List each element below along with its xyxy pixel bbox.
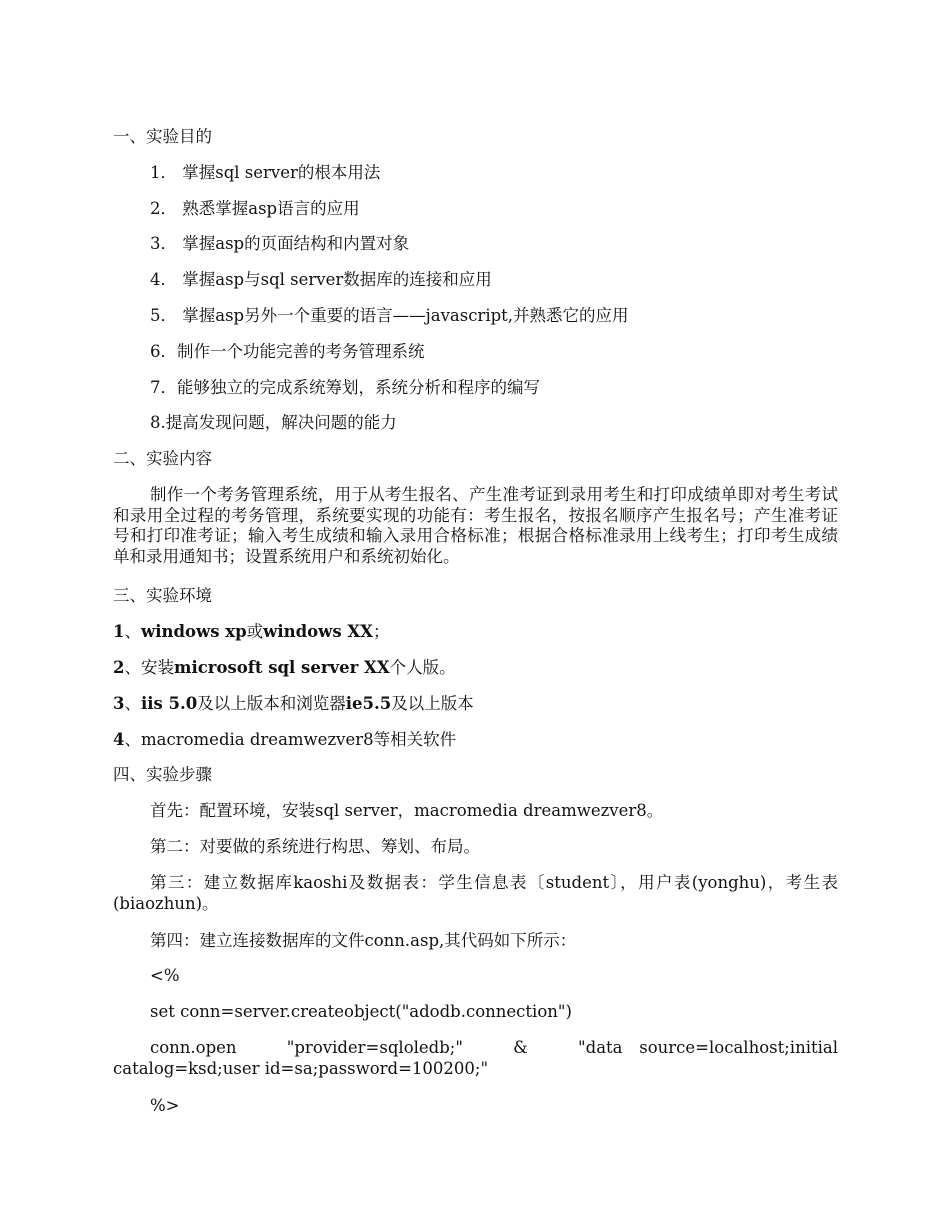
section-heading-purpose: 一、实验目的 <box>113 127 212 146</box>
step-2: 第二：对要做的系统进行构思、筹划、布局。 <box>150 837 480 856</box>
env-item-separator: 、 <box>124 694 141 713</box>
step-3: 第三：建立数据库kaoshi及数据表：学生信息表〔student〕，用户表(yonghu)，考生表(biaozhun)。 <box>113 873 838 913</box>
code-line-close-tag: %> <box>150 1096 180 1115</box>
env-connector: 或 <box>246 622 264 641</box>
env-item-2 <box>113 658 456 678</box>
env-iis: iis 5.0 <box>140 694 198 713</box>
env-item-number: 2 <box>113 658 125 677</box>
section-heading-environment: 三、实验环境 <box>113 586 212 605</box>
env-item-number: 1 <box>113 622 125 641</box>
step-4: 第四：建立连接数据库的文件conn.asp,其代码如下所示： <box>150 931 577 950</box>
purpose-item-1: 1． 掌握sql server的根本用法 <box>150 163 381 182</box>
env-os-xx: windows XX <box>263 622 373 641</box>
section-heading-steps: 四、实验步骤 <box>113 765 212 784</box>
env-item-separator: 、 <box>124 730 141 749</box>
env-item-number: 4 <box>113 730 125 749</box>
env-item-4 <box>113 730 456 750</box>
purpose-item-6: 6．制作一个功能完善的考务管理系统 <box>150 342 425 361</box>
env-connector: 及以上版本和浏览器 <box>197 694 346 713</box>
env-item-separator: 、 <box>124 658 141 677</box>
env-sql-server: microsoft sql server XX <box>173 658 390 677</box>
step-1: 首先：配置环境，安装sql server，macromedia dreamwezver8。 <box>150 801 664 820</box>
purpose-item-5: 5． 掌握asp另外一个重要的语言——javascript,并熟悉它的应用 <box>150 306 629 325</box>
purpose-item-2: 2． 熟悉掌握asp语言的应用 <box>150 199 360 218</box>
env-prefix: 安装 <box>140 658 174 677</box>
purpose-item-8: 8.提高发现问题，解决问题的能力 <box>150 413 397 432</box>
purpose-item-3: 3． 掌握asp的页面结构和内置对象 <box>150 234 410 253</box>
purpose-item-7: 7．能够独立的完成系统筹划，系统分析和程序的编写 <box>150 378 540 397</box>
env-os-xp: windows xp <box>140 622 247 641</box>
env-item-3 <box>113 694 474 714</box>
section-heading-content: 二、实验内容 <box>113 449 212 468</box>
env-item-number: 3 <box>113 694 125 713</box>
purpose-item-4: 4． 掌握asp与sql server数据库的连接和应用 <box>150 270 492 289</box>
content-paragraph: 制作一个考务管理系统，用于从考生报名、产生准考证到录用考生和打印成绩单即对考生考试和录用全过程的考务管理，系统要实现的功能有：考生报名，按报名顺序产生报名号；产生准考证号和打印准考证；输入考生成绩和输入录用合格标准；根据合格标准录用上线考生；打印考生成绩单和录用通知书；设置系统用户和系统初始化。 <box>113 485 838 566</box>
env-item-separator: 、 <box>124 622 141 641</box>
code-line-open-tag: <% <box>150 966 180 985</box>
env-ending: 及以上版本 <box>391 694 474 713</box>
env-item-1 <box>113 622 389 642</box>
env-ending: ； <box>372 622 390 641</box>
env-dreamweaver: macromedia dreamwezver8等相关软件 <box>140 730 457 749</box>
code-line-conn-open: conn.open "provider=sqloledb;" & "data source=localhost;initial catalog=ksd;user id=sa;password=100200;" <box>113 1038 844 1078</box>
code-line-create-object: set conn=server.createobject("adodb.connection") <box>150 1002 572 1021</box>
env-ie: ie5.5 <box>345 694 392 713</box>
env-ending: 个人版。 <box>389 658 456 677</box>
